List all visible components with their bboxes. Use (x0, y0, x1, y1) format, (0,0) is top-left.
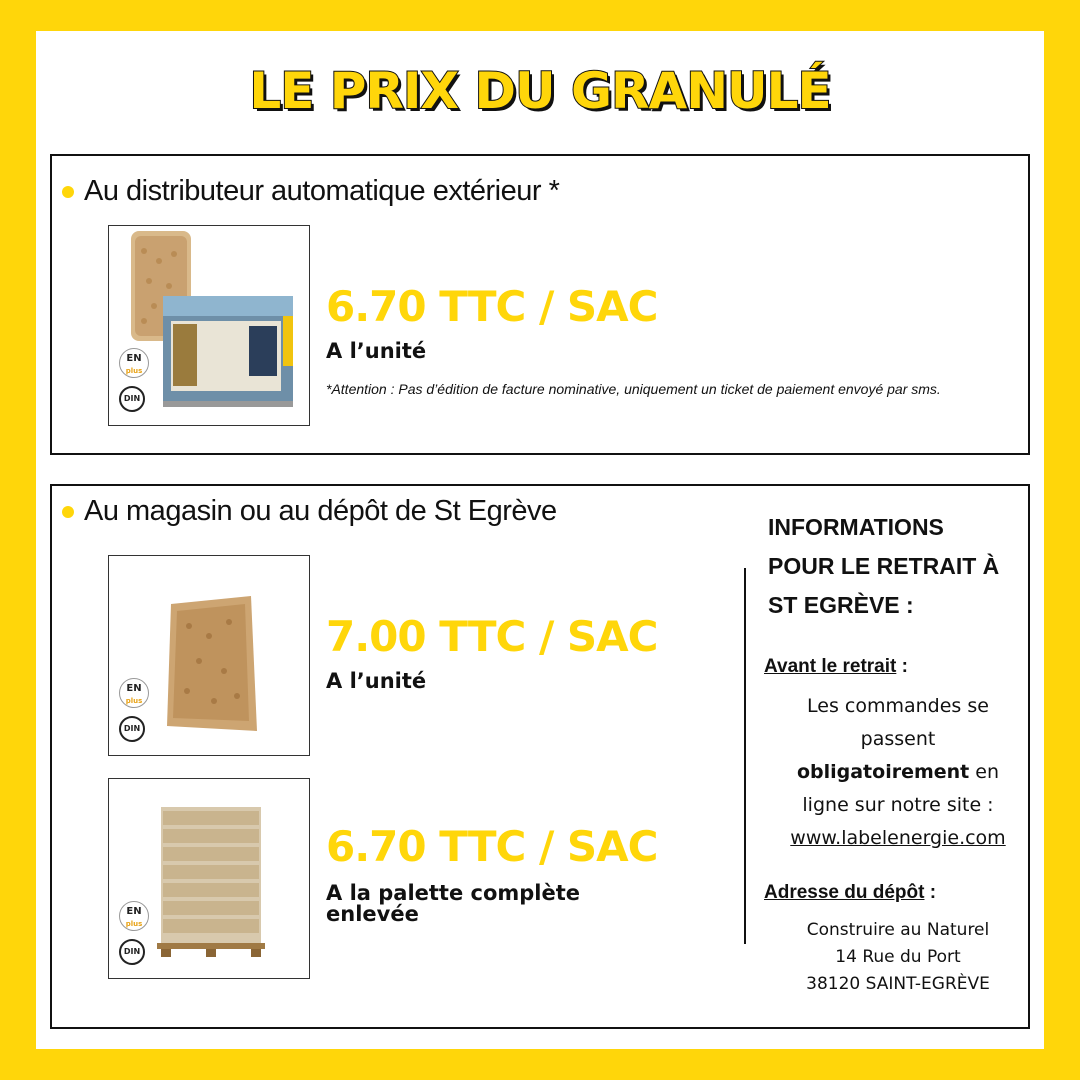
bullet-icon (62, 186, 74, 198)
bullet-icon (62, 506, 74, 518)
din-plus-certification-icon: DIN (119, 939, 145, 965)
price-pallet: 6.70 TTC / SAC (326, 822, 658, 871)
page-title: LE PRIX DU GRANULÉ (249, 62, 831, 120)
pallet-image (108, 778, 310, 979)
en-plus-certification-icon: EN plus (119, 678, 149, 708)
distributor-product-image (108, 225, 310, 426)
section-store-heading: Au magasin ou au dépôt de St Egrève (84, 495, 557, 527)
price-store-unit: 7.00 TTC / SAC (326, 612, 658, 661)
price-store-unit-label: A l’unité (326, 669, 427, 693)
depot-address: Construire au Naturel 14 Rue du Port 38120 SAINT-EGRÈVE (806, 920, 990, 994)
price-pallet-label-line2: enlevée (326, 902, 419, 926)
divider (744, 568, 746, 944)
price-distributor: 6.70 TTC / SAC (326, 282, 658, 331)
section-distributor-heading: Au distributeur automatique extérieur * (84, 175, 560, 207)
single-bag-image (108, 555, 310, 756)
din-plus-certification-icon: DIN (119, 716, 145, 742)
price-distributor-unit: A l’unité (326, 339, 427, 363)
website-link[interactable]: www.labelenergie.com (790, 827, 1006, 849)
en-plus-certification-icon: EN plus (119, 901, 149, 931)
before-pickup-label: Avant le retrait : (764, 656, 908, 677)
price-pallet-label-line1: A la palette complète (326, 881, 581, 905)
en-plus-certification-icon: EN plus (119, 348, 149, 378)
distributor-invoice-note: *Attention : Pas d’édition de facture nominative, uniquement un ticket de paiement envoyé par sms. (326, 381, 941, 397)
order-instructions: Les commandes se passent obligatoirement en ligne sur notre site : www.labelenergie.com (762, 690, 1034, 855)
address-label: Adresse du dépôt : (764, 882, 937, 903)
pickup-info-title: INFORMATIONS POUR LE RETRAIT À ST EGRÈVE : (768, 514, 1000, 618)
din-plus-certification-icon: DIN (119, 386, 145, 412)
